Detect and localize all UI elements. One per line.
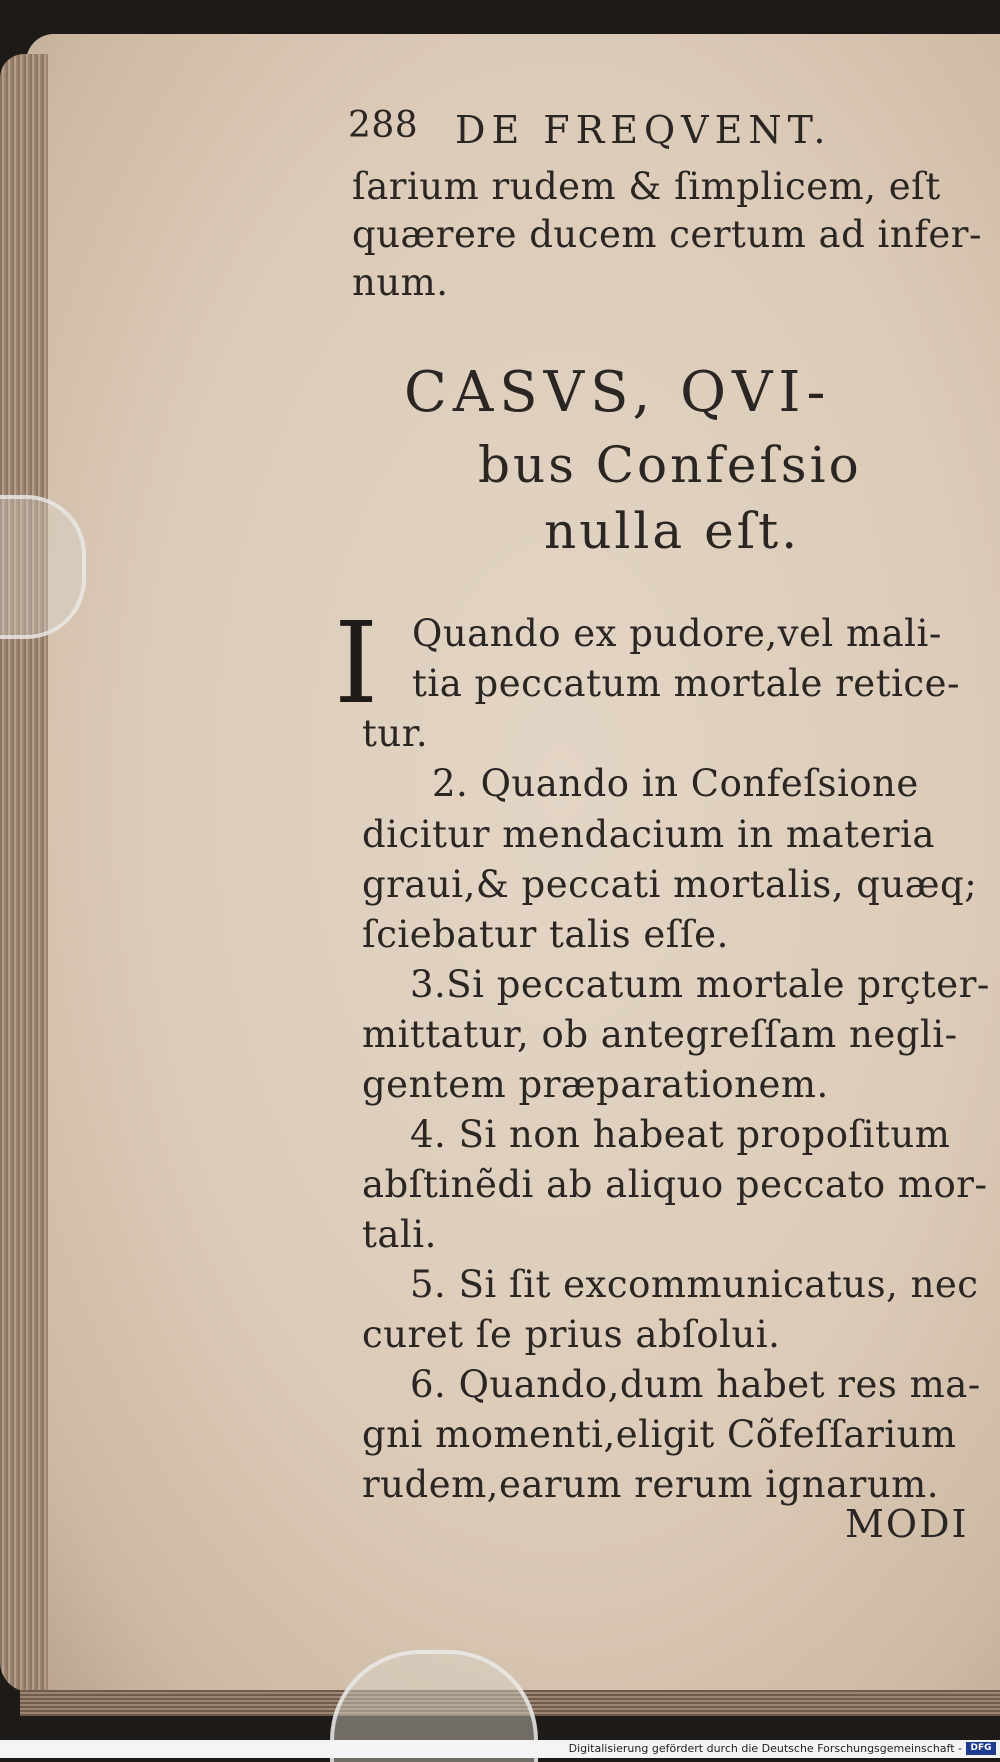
drop-cap: I: [334, 599, 379, 729]
text-line: mittatur, ob antegreſſam negli-: [362, 1013, 958, 1056]
text-line: gentem præparationem.: [362, 1063, 829, 1106]
section-heading-line: CASVS, QVI-: [404, 360, 832, 425]
text-line: graui,& peccati mortalis, quæq;: [362, 863, 978, 906]
text-line: quærere ducem certum ad infer-: [352, 213, 982, 256]
running-title: DE FREQVENT.: [455, 108, 832, 152]
text-line: 5. Si ſit excommunicatus, nec: [410, 1263, 979, 1306]
text-line: tali.: [362, 1213, 437, 1256]
text-line: 4. Si non habeat propoſitum: [410, 1113, 951, 1156]
text-line: 3.Si peccatum mortale prçter-: [410, 963, 990, 1006]
text-line: abſtinẽdi ab aliquo peccato mor-: [362, 1163, 988, 1206]
page-number: 288: [348, 105, 419, 146]
section-heading-line: nulla eſt.: [544, 502, 801, 560]
text-line: curet ſe prius abſolui.: [362, 1313, 781, 1356]
text-line: 2. Quando in Confeſsione: [432, 762, 919, 805]
page-edges: [0, 54, 48, 1692]
text-line: gni momenti,eligit Cõfeſſarium: [362, 1413, 957, 1456]
text-line: tur.: [362, 712, 429, 755]
dfg-logo: DFG: [966, 1742, 996, 1755]
section-heading-line: bus Confeſsio: [478, 436, 862, 494]
text-line: ſciebatur talis eſſe.: [362, 913, 729, 956]
text-line: rudem,earum rerum ignarum.: [362, 1463, 939, 1506]
text-line: Quando ex pudore,vel mali-: [412, 612, 942, 655]
text-line: num.: [352, 261, 449, 304]
text-line: tia peccatum mortale retice-: [412, 662, 961, 705]
footer-credit-text: Digitalisierung gefördert durch die Deutsche Forschungsgemeinschaft -: [568, 1742, 962, 1755]
catchword: MODI: [845, 1502, 969, 1546]
text-line: dicitur mendacium in materia: [362, 813, 935, 856]
text-line: 6. Quando,dum habet res ma-: [410, 1363, 981, 1406]
text-line: ſarium rudem & ſimplicem, eſt: [352, 165, 941, 208]
digitization-footer: [0, 1740, 1000, 1758]
